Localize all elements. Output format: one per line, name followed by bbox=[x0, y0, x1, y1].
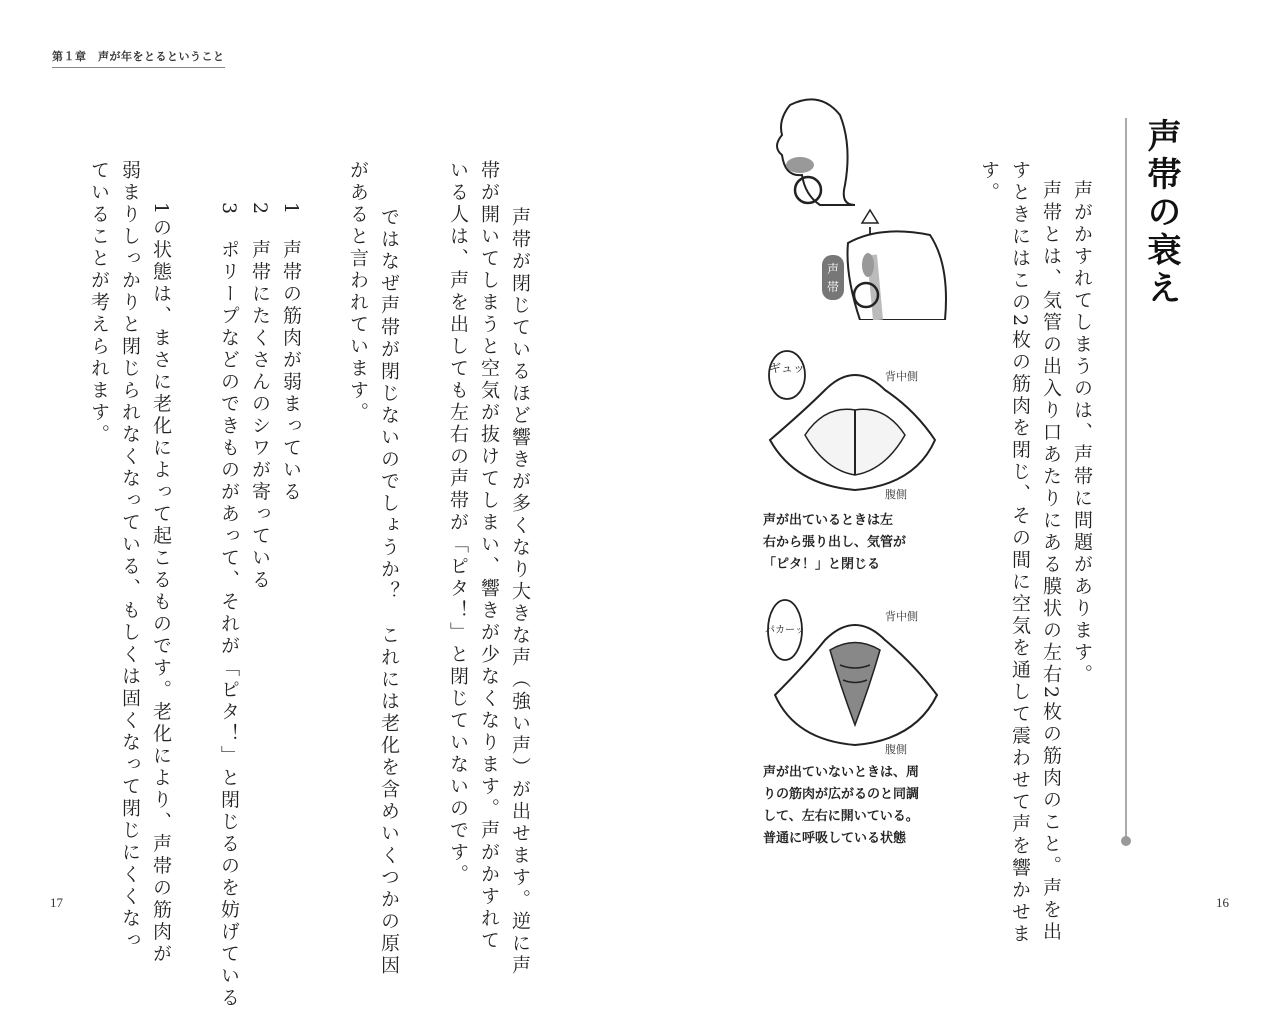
body-column: 声帯とは、気管の出入り口あたりにある膜状の左右2枚の筋肉のこと。声を出 bbox=[1040, 180, 1062, 944]
body-column: 弱まりしっかりと閉じられなくなっている、もしくは固くなって閉じにくくなっ bbox=[119, 160, 141, 952]
back-side-label: 背中側 bbox=[885, 370, 918, 383]
body-column: ていることが考えられます。 bbox=[88, 160, 110, 446]
body-column: いる人は、声を出しても左右の声帯が「ピタ！」と閉じていないのです。 bbox=[447, 160, 469, 886]
title-rule bbox=[1125, 118, 1127, 838]
closed-vocal-cords-illustration bbox=[765, 350, 950, 500]
head-throat-illustration bbox=[760, 95, 950, 320]
front-side-label: 腹側 bbox=[885, 743, 907, 755]
bubble-text: ギュッ bbox=[768, 361, 806, 375]
open-vocal-cords-illustration bbox=[765, 595, 950, 755]
body-column: す。 bbox=[978, 160, 1000, 204]
list-item: 2 声帯にたくさんのシワが寄っている bbox=[249, 180, 271, 592]
back-side-label: 背中側 bbox=[885, 610, 918, 623]
open-caption: 声が出ていないときは、周 りの筋肉が広がるのと同調 して、左右に開いている。 普通に呼吸している状態 bbox=[763, 765, 920, 846]
page-number-left: 17 bbox=[50, 895, 63, 910]
body-column: ではなぜ声帯が閉じないのでしょうか？ これには老化を含めいくつかの原因 bbox=[378, 185, 400, 977]
body-column: 声帯が閉じているほど響きが多くなり大きな声（強い声）が出せます。逆に声 bbox=[509, 185, 531, 977]
bubble-text: パカーッ bbox=[765, 625, 805, 636]
body-column: 帯が開いてしまうと空気が抜けてしまい、響きが少なくなります。声がかすれて bbox=[478, 160, 500, 952]
running-head: 第１章 声が年をとるということ bbox=[52, 48, 225, 68]
vocal-cord-label: 声 bbox=[826, 262, 840, 276]
page-number-right: 16 bbox=[1216, 895, 1229, 910]
closed-caption: 声が出ているときは左 右から張り出し、気管が 「ピタ！」と閉じる bbox=[763, 513, 907, 572]
body-column: があると言われています。 bbox=[347, 160, 369, 424]
body-column: 1の状態は、まさに老化によって起こるものです。老化により、声帯の筋肉が bbox=[150, 180, 172, 966]
title-rule-end-dot bbox=[1121, 836, 1131, 846]
body-column: 声がかすれてしまうのは、声帯に問題があります。 bbox=[1071, 180, 1093, 686]
section-title: 声帯の衰え bbox=[1141, 118, 1181, 308]
svg-text:帯: 帯 bbox=[826, 280, 840, 294]
list-item: 1 声帯の筋肉が弱まっている bbox=[280, 180, 302, 504]
front-side-label: 腹側 bbox=[885, 488, 907, 500]
list-item: 3 ポリープなどのできものがあって、それが「ピタ！」と閉じるのを妨げている bbox=[218, 180, 240, 1009]
body-column: すときにはこの2枚の筋肉を閉じ、その間に空気を通して震わせて声を響かせま bbox=[1009, 160, 1031, 946]
